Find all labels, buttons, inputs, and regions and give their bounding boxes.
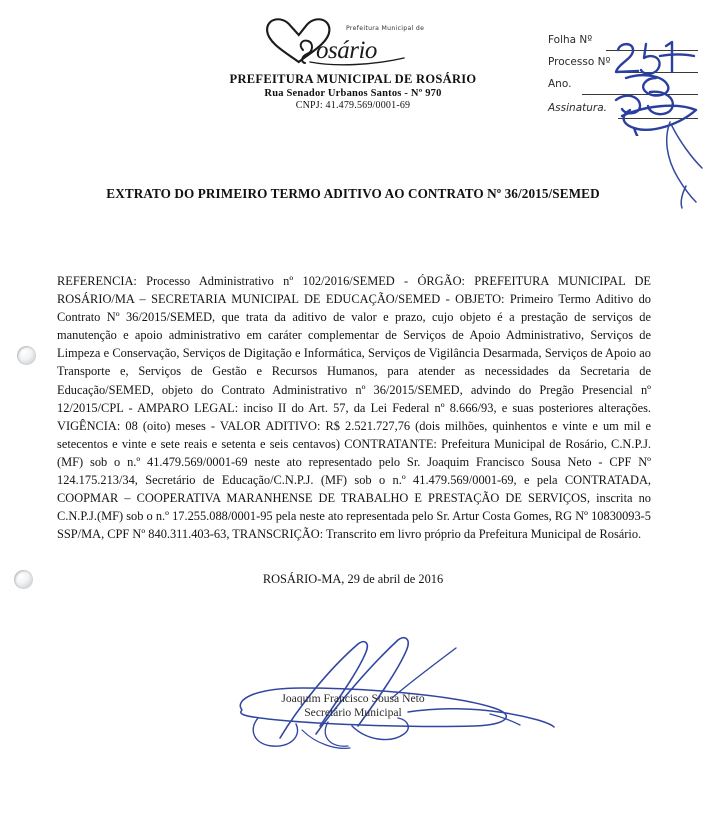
letterhead-organization: PREFEITURA MUNICIPAL DE ROSÁRIO [229, 72, 477, 86]
handwritten-signature-ink [232, 626, 562, 756]
signature-name: Joaquim Francisco Sousa Neto [281, 692, 425, 705]
rosario-heart-logo-icon [258, 14, 448, 66]
svg-text:osário: osário [316, 37, 377, 64]
punch-hole-top [17, 346, 36, 365]
stamp-label-processo: Processo Nº [548, 56, 611, 68]
svg-text:Prefeitura Municipal de: Prefeitura Municipal de [346, 25, 425, 32]
stamp-rule-ano [582, 94, 698, 95]
stamp-label-folha: Folha Nº [548, 34, 593, 46]
page-title: EXTRATO DO PRIMEIRO TERMO ADITIVO AO CONTRATO Nº 36/2015/SEMED [106, 186, 600, 201]
stamp-label-assinatura: Assinatura. [548, 102, 607, 114]
stamp-label-ano: Ano. [548, 78, 572, 90]
signature-block [0, 692, 706, 720]
letterhead-address: Rua Senador Urbanos Santos - Nº 970 [264, 88, 442, 99]
document-body: REFERENCIA: Processo Administrativo nº 102/2016/SEMED - ÓRGÃO: PREFEITURA MUNICIPAL DE ROSÁRIO/MA – SECRETARIA MUNICIPAL DE EDUCAÇÃO/SEMED - OBJETO: Primeiro Termo Aditivo do Contrato Nº 36/2015/SEMED, que trata da aditivo de valor e prazo, cujo objeto é a prestação de serviços de manutenção e apoio administrativo em caráter complementar de Serviços de Apoio Administrativo, Serviços de Limpeza e Conservação, Serviços de Digitação e Informática, Serviços de Vigilância Desarmada, Serviços de Apoio ao Transporte e, Serviços de Gestão e Recursos Humanos, para atender as necessidades da Secretaria de Educação/SEMED, objeto do Contrato Administrativo nº 36/2015/SEMED, advindo do Pregão Presencial nº 12/2015/CPL - AMPARO LEGAL: inciso II do Art. 57, da Lei Federal nº 8.666/93, e suas posteriores alterações. VIGÊNCIA: 08 (oito) meses - VALOR ADITIVO: R$ 2.521.727,76 (dois milhões, quinhentos e vinte e um mil e setecentos e vinte e sete reais e setenta e seis centavos) CONTRATANTE: Prefeitura Municipal de Rosário, C.N.P.J. (MF) sob o n.º 41.479.569/0001-69 neste ato representado pelo Sr. Joaquim Francisco Sousa Neto - CPF Nº 124.175.213/34, Secretário de Educação/C.N.P.J. (MF) sob o n.º 41.479.569/0001-69, e pela CONTRATADA, COOPMAR – COOPERATIVA MARANHENSE DE TRABALHO E PRESTAÇÃO DE SERVIÇOS, inscrita no C.N.P.J.(MF) sob o n.º 17.255.088/0001-95 pela neste ato representada pelo Sr. Artur Costa Gomes, RG Nº 10830093-5 SSP/MA, CPF Nº 840.311.403-63, TRANSCRIÇÃO: Transcrito em livro próprio da Prefeitura Municipal de Rosário. [57, 274, 651, 542]
stamp-rule-assinatura [618, 118, 698, 119]
place-and-date: ROSÁRIO-MA, 29 de abril de 2016 [262, 572, 444, 586]
stamp-field-processo [548, 56, 700, 76]
stamp-rule-folha [606, 50, 698, 51]
stamp-rule-processo [622, 72, 698, 73]
letterhead-cnpj: CNPJ: 41.479.569/0001-69 [295, 100, 411, 111]
stamp-field-folha [548, 34, 700, 54]
signature-role: Secretário Municipal [304, 706, 402, 719]
stamp-field-assinatura [548, 102, 700, 122]
protocol-stamp [548, 34, 700, 126]
stamp-field-ano [548, 78, 700, 98]
